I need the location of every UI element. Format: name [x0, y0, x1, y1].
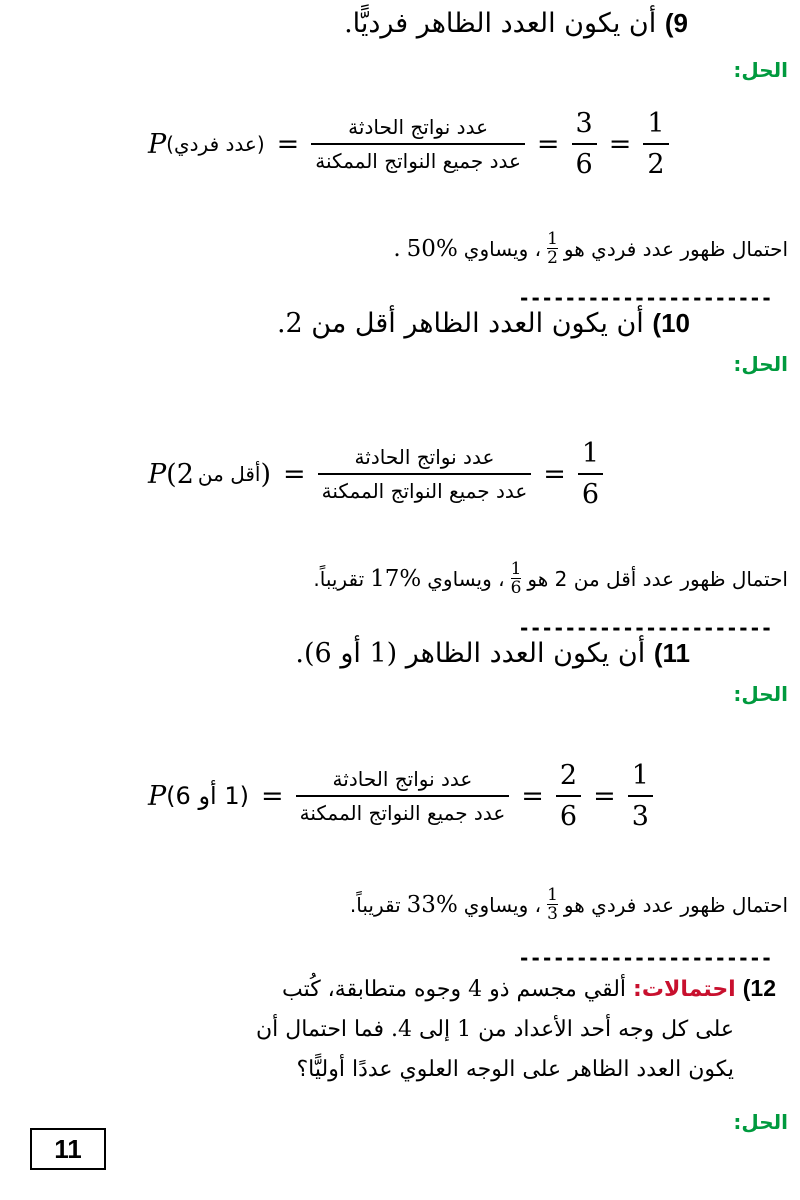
- equals-sign: =: [276, 128, 300, 160]
- result-fraction: [628, 760, 653, 832]
- separator: ----------------------: [518, 616, 772, 640]
- ratio-fraction: [311, 115, 525, 173]
- question-number: 12): [742, 975, 776, 1001]
- equals-sign: =: [283, 458, 306, 490]
- fraction-denominator: 3: [631, 801, 649, 832]
- probability-formula-10: [148, 438, 603, 510]
- equals-sign: =: [608, 128, 632, 160]
- fraction-denominator: عدد جميع النواتج الممكنة: [321, 479, 528, 503]
- fraction-denominator: عدد جميع النواتج الممكنة: [299, 801, 506, 825]
- fraction-denominator: 6: [559, 801, 578, 832]
- probability-symbol: P: [148, 458, 167, 490]
- event-number: 2: [176, 458, 194, 490]
- question-11: [295, 638, 690, 669]
- answer-text: احتمال ظهور عدد أقل من 2 هو: [527, 566, 788, 591]
- question-line: على كل وجه أحد الأعداد من 1 إلى 4. فما احتمال أن: [256, 1017, 734, 1042]
- fraction-denominator: عدد جميع النواتج الممكنة: [315, 149, 521, 173]
- probability-formula-11: [148, 760, 653, 832]
- answer-text: ، ويساوي: [427, 566, 505, 591]
- fraction-numerator: عدد نواتج الحادثة: [348, 115, 489, 139]
- answer-text: ، ويساوي: [463, 892, 542, 917]
- solution-label: الحل:: [733, 58, 788, 82]
- answer-percent: 50%: [406, 235, 458, 262]
- question-12: [96, 968, 776, 1090]
- probability-formula-9: [148, 108, 669, 180]
- separator: ----------------------: [518, 946, 772, 970]
- question-10: [277, 308, 690, 339]
- result-fraction: [643, 108, 668, 180]
- solution-label: الحل:: [733, 1110, 788, 1134]
- equals-sign: =: [521, 780, 544, 812]
- question-text: أن يكون العدد الظاهر فرديًّا.: [344, 8, 657, 39]
- fraction-numerator: 1: [631, 760, 649, 791]
- fraction-numerator: عدد نواتج الحادثة: [354, 445, 495, 469]
- answer-11: [350, 886, 788, 923]
- fraction-numerator: 1: [581, 438, 600, 469]
- equals-sign: =: [536, 128, 560, 160]
- fraction-numerator: عدد نواتج الحادثة: [332, 767, 473, 791]
- value-fraction: [556, 760, 581, 832]
- fraction-denominator: 3: [547, 904, 558, 924]
- solution-label: الحل:: [733, 682, 788, 706]
- question-number: 9): [664, 8, 688, 38]
- close-paren: ): [260, 458, 272, 490]
- result-fraction: [578, 438, 603, 510]
- separator: ----------------------: [518, 286, 772, 310]
- ratio-fraction: [318, 445, 532, 503]
- answer-percent: 33%: [406, 891, 458, 918]
- answer-text: احتمال ظهور عدد فردي هو: [563, 236, 788, 261]
- equals-sign: =: [261, 780, 284, 812]
- question-number: 11): [653, 638, 690, 668]
- answer-text: ، ويساوي: [463, 236, 542, 261]
- open-paren: (: [166, 458, 177, 490]
- question-text: ألقي مجسم ذو 4 وجوه متطابقة، كُتب: [281, 977, 627, 1002]
- answer-fraction: [511, 560, 522, 597]
- question-line: [96, 968, 776, 1010]
- fraction-denominator: 2: [547, 248, 558, 268]
- event-label: (1 أو 6): [166, 782, 249, 810]
- fraction-numerator: 2: [559, 760, 578, 791]
- answer-suffix: تقريباً.: [313, 566, 365, 591]
- fraction-numerator: 1: [510, 559, 522, 579]
- probability-symbol: P: [148, 780, 167, 812]
- page-number: 11: [30, 1128, 106, 1170]
- solution-label: الحل:: [733, 352, 788, 376]
- question-number: 10): [652, 308, 690, 338]
- ratio-fraction: [296, 767, 510, 825]
- question-line: يكون العدد الظاهر على الوجه العلوي عددًا أوليًّا؟: [296, 1057, 734, 1082]
- fraction-numerator: 1: [647, 108, 665, 139]
- question-text: أن يكون العدد الظاهر (1 أو 6).: [295, 638, 646, 669]
- answer-percent: 17%: [370, 565, 422, 592]
- event-label: (عدد فردي): [166, 132, 265, 156]
- answer-9: [393, 230, 788, 267]
- fraction-numerator: 1: [547, 229, 558, 249]
- fraction-denominator: 6: [581, 479, 600, 510]
- answer-fraction: [547, 230, 558, 267]
- answer-suffix: .: [393, 235, 401, 262]
- fraction-numerator: 3: [575, 108, 593, 139]
- fraction-denominator: 2: [647, 149, 665, 180]
- question-keyword: احتمالات:: [633, 977, 736, 1002]
- equals-sign: =: [543, 458, 566, 490]
- answer-text: احتمال ظهور عدد فردي هو: [563, 892, 788, 917]
- question-9: [344, 8, 688, 39]
- probability-symbol: P: [148, 128, 167, 160]
- question-text: أن يكون العدد الظاهر أقل من 2.: [276, 308, 644, 339]
- answer-fraction: [547, 886, 558, 923]
- fraction-numerator: 1: [547, 885, 558, 905]
- answer-suffix: تقريباً.: [349, 892, 401, 917]
- event-label: أقل من: [197, 462, 261, 486]
- answer-10: [313, 560, 788, 597]
- fraction-denominator: 6: [510, 578, 522, 598]
- value-fraction: [572, 108, 597, 180]
- fraction-denominator: 6: [575, 149, 593, 180]
- equals-sign: =: [593, 780, 616, 812]
